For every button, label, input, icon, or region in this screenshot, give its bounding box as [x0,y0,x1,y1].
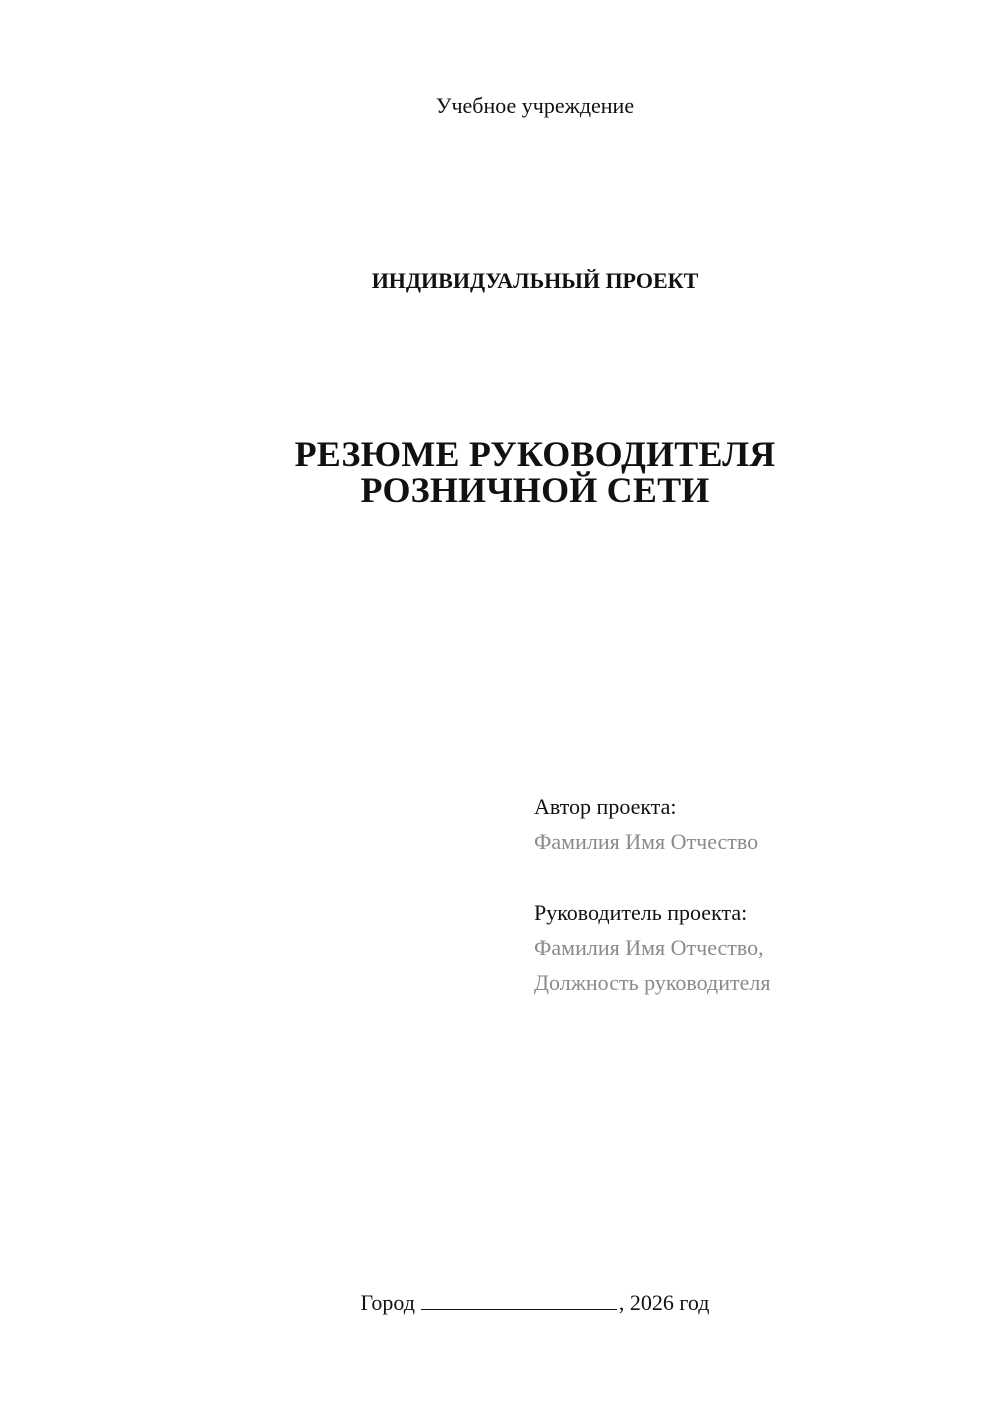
supervisor-position: Должность руководителя [534,970,771,995]
author-label: Автор проекта: [534,794,677,819]
footer-city: Город [360,1290,415,1315]
project-title-line-2: РОЗНИЧНОЙ СЕТИ [360,470,710,510]
project-title-line-1: РЕЗЮМЕ РУКОВОДИТЕЛЯ [294,434,776,474]
author-name: Фамилия Имя Отчество [534,829,759,854]
city-blank-line [421,1289,617,1310]
project-type: ИНДИВИДУАЛЬНЫЙ ПРОЕКТ [371,268,699,293]
credits-block [534,789,974,1000]
project-title [250,436,820,508]
credits-spacer [534,859,974,895]
footer-year: , 2026 год [618,1290,710,1315]
supervisor-name: Фамилия Имя Отчество, [534,935,764,960]
footer-city-year [250,1288,820,1318]
institution-name: Учебное учреждение [435,93,635,118]
supervisor-label: Руководитель проекта: [534,900,748,925]
